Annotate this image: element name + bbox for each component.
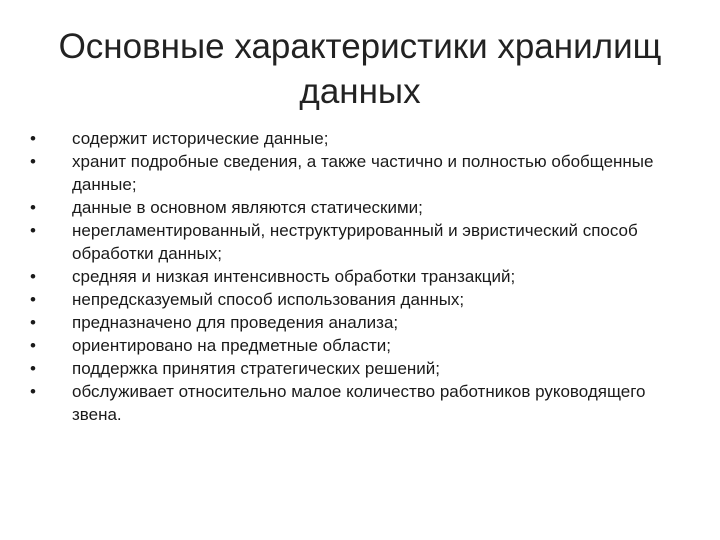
list-item-text: данные в основном являются статическими; [72,198,423,217]
list-item-text: предназначено для проведения анализа; [72,313,399,332]
list-item-text: хранит подробные сведения, а также частично и полностью обобщенные данные; [72,152,654,194]
list-item-text: поддержка принятия стратегических решений; [72,359,440,378]
bullet-icon: • [30,313,36,332]
list-item [30,380,690,426]
list-item [30,219,690,265]
bullet-icon: • [30,129,36,148]
list-item [30,288,690,311]
list-item-text: ориентировано на предметные области; [72,336,391,355]
list-item-text: нерегламентированный, неструктурированный и эвристический способ обработки данных; [72,221,638,263]
bullet-icon: • [30,267,36,286]
list-item [30,196,690,219]
bullet-icon: • [30,221,36,240]
list-item [30,311,690,334]
bullet-icon: • [30,382,36,401]
list-item [30,334,690,357]
bullet-icon: • [30,359,36,378]
list-item-text: содержит исторические данные; [72,129,329,148]
list-item [30,357,690,380]
list-item-text: непредсказуемый способ использования данных; [72,290,465,309]
list-item [30,127,690,150]
list-item-text: средняя и низкая интенсивность обработки транзакций; [72,267,516,286]
slide-title [36,24,684,114]
list-item [30,150,690,196]
slide-title-line-1: Основные характеристики хранилищ [58,27,662,66]
bullet-icon: • [30,152,36,171]
list-item [30,265,690,288]
list-item-text: обслуживает относительно малое количество работников руководящего звена. [72,382,646,424]
bullet-icon: • [30,198,36,217]
slide-title-line-2: данных [299,72,421,111]
bullet-list [30,127,690,426]
bullet-icon: • [30,290,36,309]
bullet-icon: • [30,336,36,355]
